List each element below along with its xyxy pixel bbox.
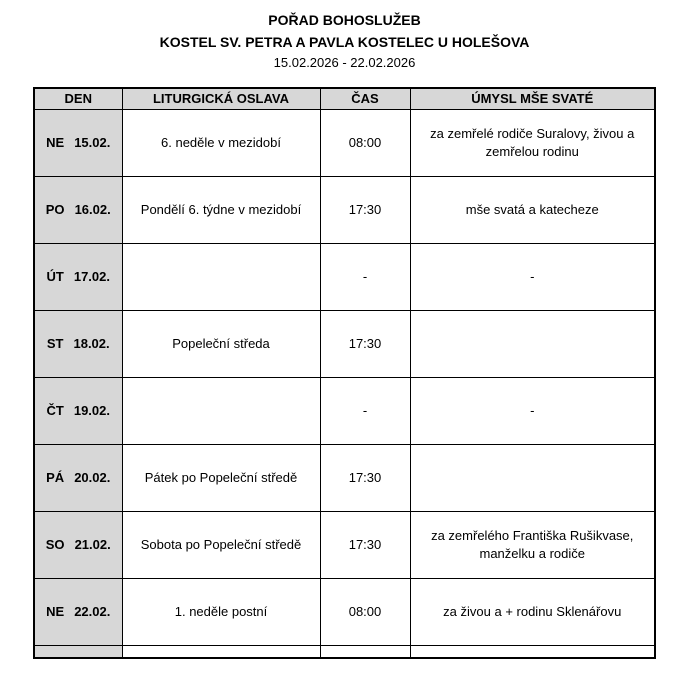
day-abbrev: ČT <box>46 403 64 419</box>
day-abbrev: PÁ <box>46 470 65 486</box>
intention-cell <box>410 445 655 512</box>
table-row <box>34 512 655 579</box>
day-abbrev: SO <box>45 537 65 553</box>
day-cell <box>34 579 122 646</box>
day-date: 16.02. <box>74 202 111 218</box>
celebration-cell: 1. neděle postní <box>122 579 320 646</box>
day-date: 21.02. <box>74 537 111 553</box>
day-cell <box>34 445 122 512</box>
time-cell: 17:30 <box>320 445 410 512</box>
celebration-cell: Pátek po Popeleční středě <box>122 445 320 512</box>
table-row <box>34 445 655 512</box>
day-date: 22.02. <box>74 604 111 620</box>
time-cell: - <box>320 378 410 445</box>
day-cell <box>34 646 122 658</box>
intention-cell <box>410 311 655 378</box>
page-title: POŘAD BOHOSLUŽEB <box>268 12 421 28</box>
day-cell <box>34 512 122 579</box>
celebration-cell: Sobota po Popeleční středě <box>122 512 320 579</box>
time-cell: 08:00 <box>320 579 410 646</box>
intention-cell: za živou a + rodinu Sklenářovu <box>410 579 655 646</box>
intention-cell: - <box>410 378 655 445</box>
column-header-oslava: LITURGICKÁ OSLAVA <box>122 88 320 110</box>
table-row <box>34 110 655 177</box>
schedule-header <box>34 88 655 110</box>
celebration-cell: Pondělí 6. týdne v mezidobí <box>122 177 320 244</box>
intention-cell: mše svatá a katecheze <box>410 177 655 244</box>
day-cell <box>34 177 122 244</box>
time-cell: 17:30 <box>320 311 410 378</box>
day-date: 15.02. <box>74 135 111 151</box>
day-cell <box>34 311 122 378</box>
day-abbrev: ST <box>46 336 64 352</box>
day-date: 20.02. <box>74 470 111 486</box>
day-cell <box>34 378 122 445</box>
day-date: 19.02. <box>73 403 110 419</box>
time-cell: 17:30 <box>320 512 410 579</box>
table-stub-row <box>34 646 655 658</box>
time-cell <box>320 646 410 658</box>
table-row <box>34 311 655 378</box>
celebration-cell <box>122 378 320 445</box>
intention-cell: za zemřelé rodiče Suralovy, živou a zemřelou rodinu <box>410 110 655 177</box>
column-header-umysl: ÚMYSL MŠE SVATÉ <box>410 88 655 110</box>
intention-cell: za zemřelého Františka Rušikvase, manželku a rodiče <box>410 512 655 579</box>
time-cell: - <box>320 244 410 311</box>
table-row <box>34 378 655 445</box>
time-cell: 08:00 <box>320 110 410 177</box>
day-cell <box>34 244 122 311</box>
table-row <box>34 579 655 646</box>
column-header-den: DEN <box>34 88 122 110</box>
page-header <box>0 0 689 74</box>
celebration-cell: Popeleční středa <box>122 311 320 378</box>
day-date: 18.02. <box>73 336 110 352</box>
day-cell <box>34 110 122 177</box>
schedule-body <box>34 110 655 658</box>
day-abbrev: PO <box>45 202 65 218</box>
date-range: 15.02.2026 - 22.02.2026 <box>273 55 416 71</box>
church-name: KOSTEL SV. PETRA A PAVLA KOSTELEC U HOLEŠOVA <box>159 33 530 50</box>
header-row <box>34 88 655 110</box>
celebration-cell <box>122 646 320 658</box>
schedule-table <box>33 87 656 659</box>
column-header-cas: ČAS <box>320 88 410 110</box>
intention-cell: - <box>410 244 655 311</box>
day-abbrev: NE <box>46 135 65 151</box>
table-row <box>34 177 655 244</box>
celebration-cell <box>122 244 320 311</box>
celebration-cell: 6. neděle v mezidobí <box>122 110 320 177</box>
table-row <box>34 244 655 311</box>
day-abbrev: ÚT <box>46 269 64 285</box>
intention-cell <box>410 646 655 658</box>
day-date: 17.02. <box>73 269 110 285</box>
time-cell: 17:30 <box>320 177 410 244</box>
day-abbrev: NE <box>46 604 65 620</box>
